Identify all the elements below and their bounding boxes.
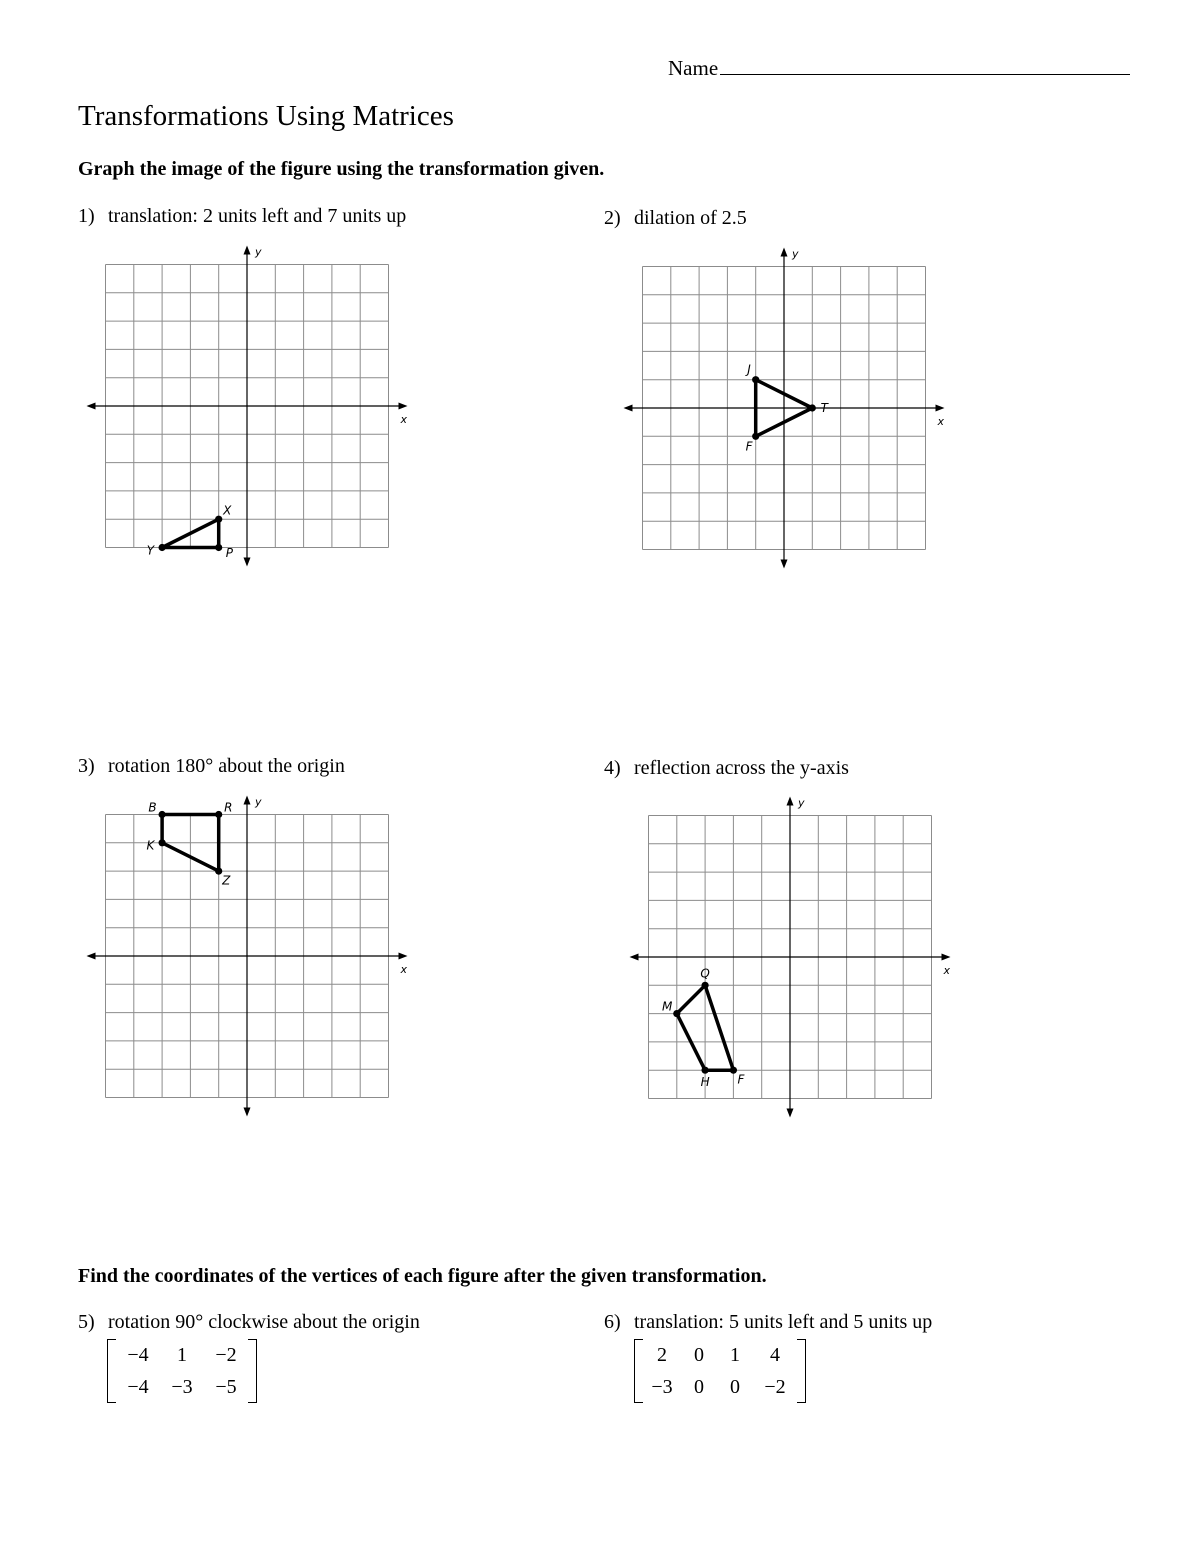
vertex-label: K bbox=[146, 838, 155, 853]
problem-3 bbox=[78, 755, 345, 778]
name-field[interactable] bbox=[668, 56, 1130, 81]
matrix-cell: 2 bbox=[657, 1343, 667, 1366]
matrix-cell: −4 bbox=[127, 1343, 149, 1366]
problem-2 bbox=[604, 207, 747, 230]
y-axis-arrow-down bbox=[244, 1108, 251, 1117]
section1-instruction: Graph the image of the figure using the transformation given. bbox=[78, 158, 605, 180]
vertex-point bbox=[702, 1067, 709, 1074]
x-axis-arrow-left bbox=[87, 953, 96, 960]
vertex-label: Z bbox=[222, 873, 231, 888]
y-axis-arrow-down bbox=[244, 558, 251, 567]
problem-6 bbox=[604, 1311, 932, 1334]
x-axis-arrow-right bbox=[399, 403, 408, 410]
y-axis-arrow-up bbox=[781, 248, 788, 257]
matrix-6-table bbox=[643, 1339, 797, 1403]
problem-4 bbox=[604, 757, 849, 780]
problem-1-number: 1) bbox=[78, 205, 95, 227]
matrix-6-left-bracket bbox=[634, 1339, 643, 1403]
y-axis-arrow-up bbox=[244, 796, 251, 805]
matrix-cell: −5 bbox=[215, 1375, 237, 1398]
matrix-cell: −3 bbox=[651, 1375, 673, 1398]
vertex-point bbox=[159, 811, 166, 818]
vertex-point bbox=[730, 1067, 737, 1074]
x-axis-label: x bbox=[400, 413, 408, 426]
problem-6-text: translation: 5 units left and 5 units up bbox=[634, 1311, 933, 1333]
x-axis-arrow-right bbox=[942, 954, 951, 961]
problem-5-number: 5) bbox=[78, 1311, 95, 1333]
y-axis-arrow-up bbox=[244, 246, 251, 255]
vertex-label: H bbox=[700, 1075, 710, 1090]
vertex-point bbox=[215, 516, 222, 523]
x-axis-arrow-right bbox=[936, 405, 945, 412]
matrix-5 bbox=[107, 1339, 257, 1403]
vertex-point bbox=[215, 811, 222, 818]
vertex-label: M bbox=[662, 999, 673, 1014]
vertex-point bbox=[673, 1010, 680, 1017]
vertex-point bbox=[702, 982, 709, 989]
graph-1 bbox=[77, 236, 417, 576]
y-axis-label: y bbox=[792, 247, 799, 261]
graph-4 bbox=[620, 787, 960, 1127]
matrix-row bbox=[643, 1339, 797, 1371]
y-axis-label: y bbox=[255, 245, 262, 259]
matrix-row bbox=[116, 1371, 248, 1403]
vertex-point bbox=[159, 544, 166, 551]
problem-5-text: rotation 90° clockwise about the origin bbox=[108, 1311, 420, 1333]
vertex-label: F bbox=[745, 439, 753, 454]
matrix-5-table bbox=[116, 1339, 248, 1403]
x-axis-arrow-left bbox=[624, 405, 633, 412]
y-axis-arrow-up bbox=[787, 797, 794, 806]
vertex-label: Y bbox=[146, 543, 155, 558]
vertex-point bbox=[752, 376, 759, 383]
matrix-row bbox=[643, 1371, 797, 1403]
matrix-cell: 4 bbox=[770, 1343, 780, 1366]
matrix-cell: 1 bbox=[730, 1343, 740, 1366]
name-label: Name bbox=[668, 56, 719, 80]
graph-2 bbox=[614, 238, 954, 578]
y-axis-arrow-down bbox=[787, 1109, 794, 1118]
problem-1 bbox=[78, 205, 406, 228]
matrix-6-right-bracket bbox=[797, 1339, 806, 1403]
x-axis-label: x bbox=[937, 415, 945, 428]
vertex-label: R bbox=[224, 800, 233, 815]
problem-6-number: 6) bbox=[604, 1311, 621, 1333]
matrix-cell: −3 bbox=[171, 1375, 193, 1398]
problem-3-text: rotation 180° about the origin bbox=[108, 755, 345, 777]
problem-1-text: translation: 2 units left and 7 units up bbox=[108, 205, 407, 227]
vertex-label: X bbox=[223, 503, 232, 518]
x-axis-label: x bbox=[943, 964, 951, 977]
matrix-cell: 1 bbox=[177, 1343, 187, 1366]
name-blank-line[interactable] bbox=[720, 56, 1130, 75]
vertex-point bbox=[809, 404, 816, 411]
y-axis-arrow-down bbox=[781, 560, 788, 569]
y-axis-label: y bbox=[798, 796, 805, 810]
vertex-point bbox=[215, 544, 222, 551]
problem-4-number: 4) bbox=[604, 757, 621, 779]
y-axis-label: y bbox=[255, 795, 262, 809]
x-axis-arrow-right bbox=[399, 953, 408, 960]
matrix-cell: −2 bbox=[215, 1343, 237, 1366]
x-axis-label: x bbox=[400, 963, 408, 976]
vertex-point bbox=[159, 839, 166, 846]
section2-instruction: Find the coordinates of the vertices of each figure after the given transformation. bbox=[78, 1265, 767, 1287]
matrix-cell: −2 bbox=[764, 1375, 786, 1398]
vertex-label: J bbox=[747, 362, 751, 377]
vertex-point bbox=[752, 433, 759, 440]
x-axis-arrow-left bbox=[630, 954, 639, 961]
vertex-label: P bbox=[225, 545, 234, 560]
vertex-label: T bbox=[820, 401, 828, 415]
matrix-cell: 0 bbox=[694, 1375, 704, 1398]
graph-3 bbox=[77, 786, 417, 1126]
matrix-5-right-bracket bbox=[248, 1339, 257, 1403]
matrix-6 bbox=[634, 1339, 806, 1403]
problem-4-text: reflection across the y-axis bbox=[634, 757, 849, 779]
matrix-cell: 0 bbox=[730, 1375, 740, 1398]
vertex-label: Q bbox=[700, 966, 710, 981]
matrix-5-left-bracket bbox=[107, 1339, 116, 1403]
worksheet-title: Transformations Using Matrices bbox=[78, 100, 454, 132]
problem-2-text: dilation of 2.5 bbox=[634, 207, 747, 229]
problem-3-number: 3) bbox=[78, 755, 95, 777]
vertex-label: B bbox=[148, 800, 157, 815]
matrix-cell: 0 bbox=[694, 1343, 704, 1366]
x-axis-arrow-left bbox=[87, 403, 96, 410]
problem-5 bbox=[78, 1311, 420, 1334]
matrix-row bbox=[116, 1339, 248, 1371]
matrix-cell: −4 bbox=[127, 1375, 149, 1398]
problem-2-number: 2) bbox=[604, 207, 621, 229]
vertex-label: F bbox=[737, 1072, 745, 1087]
